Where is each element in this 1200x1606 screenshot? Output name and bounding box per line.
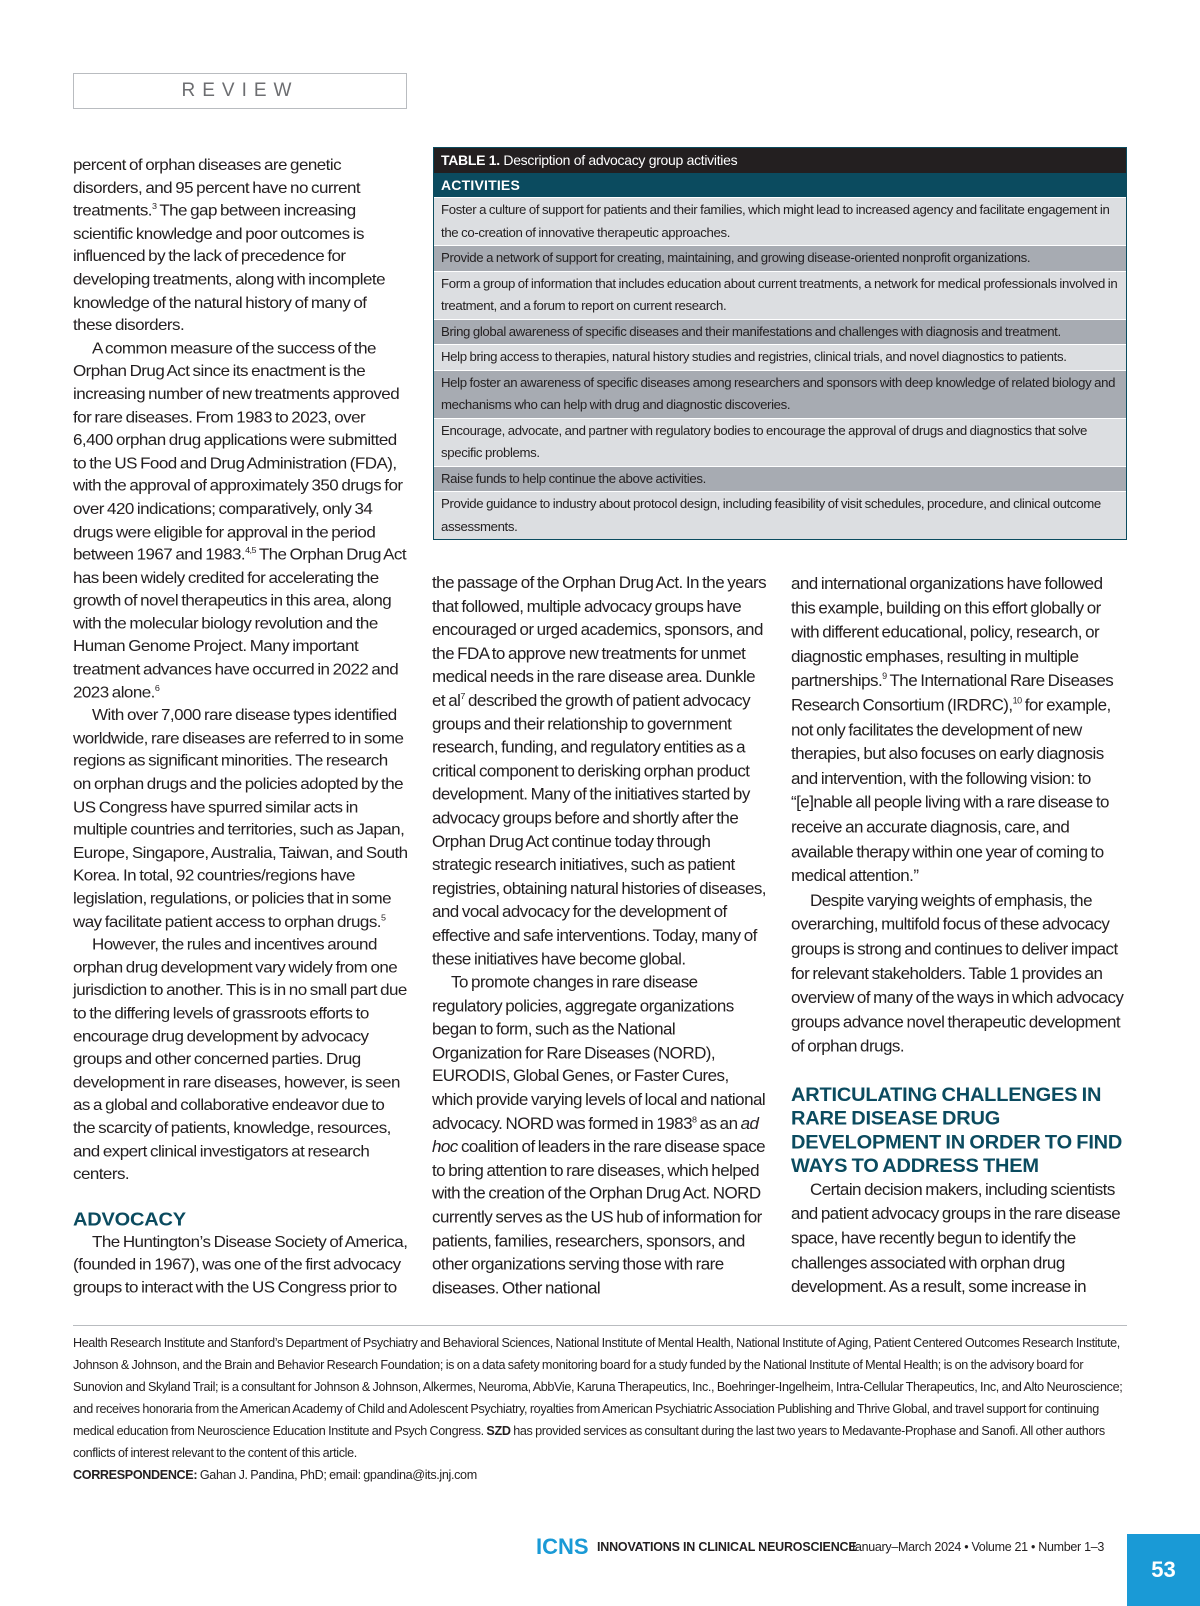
- citation-ref: 5: [380, 912, 386, 923]
- paragraph: The Huntington’s Disease Society of America, (founded in 1967), was one of the first advocacy groups to interact with the US Congress prior to: [73, 1232, 408, 1297]
- table-row: Encourage, advocate, and partner with regulatory bodies to encourage the approval of drugs and diagnostics that solve specific problems.: [434, 418, 1126, 466]
- section-heading-challenges: ARTICULATING CHALLENGES IN RARE DISEASE DRUG DEVELOPMENT IN ORDER TO FIND WAYS TO ADDRESS THEM: [791, 1083, 1123, 1178]
- body-text: for example, not only facilitates the development of new therapies, but also focuses on early diagnosis and intervention, with the following vision: to “[e]nable all people living with a rare disease to receive an accurate diagnosis, care, and available therapy within one year of coming to medical attention.”: [791, 695, 1111, 886]
- section-heading-advocacy: ADVOCACY: [73, 1209, 186, 1230]
- paragraph: Despite varying weights of emphasis, the overarching, multifold focus of these advocacy groups is strong and continues to deliver impact for relevant stakeholders. Table 1 provides an overview of many of the ways in which advocacy groups advance novel therapeutic development of orphan drugs.: [791, 890, 1124, 1056]
- paragraph: [432, 971, 767, 1300]
- table-row: Raise funds to help continue the above activities.: [434, 466, 1126, 492]
- footnote-text: Health Research Institute and Stanford’s Department of Psychiatry and Behavioral Sciences, National Institute of Mental Health, National Institute of Aging, Patient Centered Outcomes Research Institute, Johnson & Johnson, and the Brain and Behavior Research Foundation; is on a data safety monitoring board for a study funded by the National Institute of Mental Health; is on the advisory board for Sunovion and Skyland Trail; is a consultant for Johnson & Johnson, Alkermes, Neuroma, AbbVie, Karuna Therapeutics, Inc., Boehringer-Ingelheim, Intra-Cellular Therapeutics, Inc, and Alto Neuroscience; and receives honoraria from the American Academy of Child and Adolescent Psychiatry, royalties from American Psychiatric Association Publishing and Thrive Global, and travel support for continuing medical education from Neuroscience Education Institute and Psych Congress.: [73, 1336, 1123, 1438]
- journal-name: INNOVATIONS IN CLINICAL NEUROSCIENCE: [597, 1540, 857, 1554]
- author-initials: SZD: [486, 1424, 511, 1438]
- footnote-divider: [73, 1325, 1127, 1326]
- table-label: TABLE 1.: [441, 152, 500, 168]
- citation-ref: 8: [692, 1114, 697, 1124]
- paragraph: [73, 704, 408, 933]
- body-text: To promote changes in rare disease regulatory policies, aggregate organizations began to form, such as the National Organization for Rare Diseases (NORD), EURODIS, Global Genes, or Faster Cures, which provide varying levels of local and national advocacy. NORD was formed in 1983: [432, 973, 766, 1133]
- body-text: The gap between increasing scientific knowledge and poor outcomes is influenced by the lack of precedence for developing treatments, along with incomplete knowledge of the natural history of many of these disorders.: [73, 201, 385, 335]
- disclosure-text: [73, 1332, 1127, 1464]
- table-row: Foster a culture of support for patients and their families, which might lead to increased agency and facilitate engagement in the co-creation of innovative therapeutic approaches.: [434, 197, 1126, 245]
- citation-ref: 4,5: [245, 545, 256, 556]
- table-caption: Description of advocacy group activities: [499, 152, 738, 168]
- paragraph: Certain decision makers, including scientists and patient advocacy groups in the rare disease space, have recently begun to identify the challenges associated with orphan drug development. As a result, some increase in: [791, 1180, 1121, 1297]
- section-label: REVIEW: [73, 73, 407, 109]
- paragraph: However, the rules and incentives around orphan drug development vary widely from one jurisdiction to another. This is in no small part due to the differing levels of grassroots efforts to encourage drug development by advocacy groups and other concerned parties. Drug development in rare diseases, however, is seen as a global and collaborative endeavor due to the scarcity of patients, knowledge, resources, and expert clinical investigators at research centers.: [73, 935, 407, 1183]
- body-text: described the growth of patient advocacy groups and their relationship to government research, funding, and regulatory entities as a critical component to derisking orphan product development. Many of the initiatives started by advocacy groups before and shortly after the Orphan Drug Act continue today through strategic research initiatives, such as patient registries, obtaining natural histories of diseases, and vocal advocacy for the development of effective and safe interventions. Today, many of these initiatives have become global.: [432, 691, 766, 969]
- citation-ref: 3: [151, 201, 157, 212]
- issue-info: January–March 2024 • Volume 21 • Number 1–3: [849, 1540, 1105, 1554]
- body-text: With over 7,000 rare disease types identified worldwide, rare diseases are referred to in some regions as significant minorities. The research on orphan drugs and the policies adopted by the US Congress have spurred similar acts in multiple countries and territories, such as Japan, Europe, Singapore, Australia, Taiwan, and South Korea. In total, 92 countries/regions have legislation, regulations, or policies that in some way facilitate patient access to orphan drugs.: [73, 706, 408, 931]
- italic-term: ad hoc: [432, 1114, 759, 1156]
- body-text: as an: [696, 1114, 741, 1133]
- table-row: Help foster an awareness of specific diseases among researchers and sponsors with deep knowledge of related biology and mechanisms who can help with drug and diagnostic discoveries.: [434, 370, 1126, 418]
- paragraph: [791, 572, 1126, 889]
- body-text: The International Rare Diseases Research Consortium (IRDRC),: [791, 671, 1114, 715]
- table-row: Provide a network of support for creating, maintaining, and growing disease-oriented nonprofit organizations.: [434, 245, 1126, 271]
- body-text: the passage of the Orphan Drug Act. In the years that followed, multiple advocacy groups have encouraged or urged academics, sponsors, and the FDA to approve new treatments for unmet medical needs in the rare disease area. Dunkle et al: [432, 573, 767, 710]
- footnote: [73, 1332, 1127, 1486]
- citation-ref: 9: [882, 671, 887, 682]
- footnote-text: has provided services as consultant during the last two years to Medavante-Prophase and Sanofi. All other authors conflicts of interest relevant to the content of this article.: [73, 1424, 1105, 1460]
- paragraph: [73, 154, 408, 337]
- table-row: Bring global awareness of specific diseases and their manifestations and challenges with diagnosis and treatment.: [434, 319, 1126, 345]
- journal-abbreviation: ICNS: [536, 1534, 589, 1559]
- paragraph: [73, 337, 408, 704]
- body-text: percent of orphan diseases are genetic disorders, and 95 percent have no current treatments.: [73, 155, 361, 220]
- citation-ref: 6: [154, 683, 160, 693]
- correspondence-label: CORRESPONDENCE:: [73, 1468, 198, 1482]
- table-row: Provide guidance to industry about protocol design, including feasibility of visit schedules, procedure, and clinical outcome assessments.: [434, 491, 1126, 539]
- citation-ref: 10: [1012, 695, 1022, 706]
- table-column-header: ACTIVITIES: [434, 173, 1126, 197]
- citation-ref: 7: [460, 691, 465, 701]
- body-text: The Orphan Drug Act has been widely credited for accelerating the growth of novel therapeutics in this area, along with the molecular biology revolution and the Human Genome Project. Many important treatment advances have occurred in 2022 and 2023 alone.: [73, 545, 407, 702]
- paragraph: [432, 572, 767, 971]
- body-column-1: [73, 154, 408, 1300]
- table-1: [433, 147, 1127, 540]
- table-row: Help bring access to therapies, natural history studies and registries, clinical trials, and novel diagnostics to patients.: [434, 344, 1126, 370]
- page-number: 53: [1127, 1534, 1200, 1606]
- correspondence-text: Gahan J. Pandina, PhD; email: gpandina@its.jnj.com: [197, 1468, 477, 1482]
- body-column-2: [432, 572, 767, 1300]
- body-column-3: [791, 572, 1126, 1300]
- body-text: and international organizations have followed this example, building on this effort globally or with different educational, policy, research, or diagnostic emphases, resulting in multiple partnerships.: [791, 573, 1103, 691]
- correspondence: [73, 1464, 1127, 1486]
- body-text: A common measure of the success of the Orphan Drug Act since its enactment is the increasing number of new treatments approved for rare diseases. From 1983 to 2023, over 6,400 orphan drug applications were submitted to the US Food and Drug Administration (FDA), with the approval of approximately 350 drugs for over 420 indications; comparatively, only 34 drugs were eligible for approval in the period between 1967 and 1983.: [73, 339, 403, 564]
- table-row: Form a group of information that includes education about current treatments, a network for medical professionals involved in treatment, and a forum to report on current research.: [434, 271, 1126, 319]
- table-title: [434, 148, 1126, 173]
- body-text: coalition of leaders in the rare disease space to bring attention to rare diseases, which helped with the creation of the Orphan Drug Act. NORD currently serves as the US hub of information for patients, families, researchers, sponsors, and other organizations serving those with rare diseases. Other national: [432, 1137, 766, 1297]
